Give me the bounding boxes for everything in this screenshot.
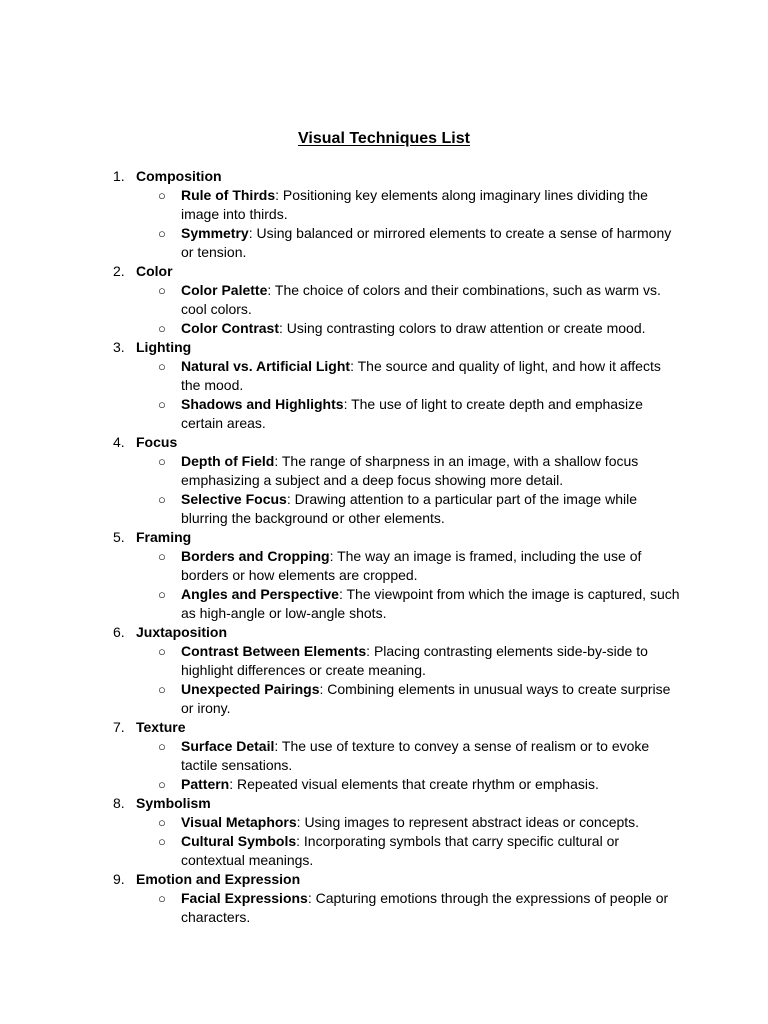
item-term: Depth of Field bbox=[181, 453, 275, 469]
list-item bbox=[0, 319, 681, 338]
section-label: Texture bbox=[136, 719, 186, 735]
section-heading bbox=[0, 433, 768, 452]
list-item bbox=[0, 737, 681, 775]
section-number: 5. bbox=[113, 529, 125, 545]
section-heading bbox=[0, 623, 768, 642]
page-title-text: Visual Techniques List bbox=[298, 130, 470, 147]
hollow-circle-bullet-icon: ○ bbox=[158, 777, 166, 792]
list-section bbox=[0, 623, 768, 718]
section-heading bbox=[0, 338, 768, 357]
section-number: 1. bbox=[113, 168, 125, 184]
section-number: 6. bbox=[113, 624, 125, 640]
hollow-circle-bullet-icon: ○ bbox=[158, 644, 166, 659]
item-term: Color Palette bbox=[181, 282, 268, 298]
section-label: Focus bbox=[136, 434, 178, 450]
section-heading bbox=[0, 718, 768, 737]
list-item bbox=[0, 224, 681, 262]
list-section bbox=[0, 262, 768, 338]
item-description: : The use of texture to convey a sense of realism or to evoke tactile sensations. bbox=[181, 738, 650, 773]
hollow-circle-bullet-icon: ○ bbox=[158, 359, 166, 374]
item-term: Rule of Thirds bbox=[181, 187, 276, 203]
list-item bbox=[0, 680, 681, 718]
item-term: Pattern bbox=[181, 776, 230, 792]
hollow-circle-bullet-icon: ○ bbox=[158, 283, 166, 298]
list-item bbox=[0, 642, 681, 680]
item-description: : Incorporating symbols that carry specific cultural or contextual meanings. bbox=[181, 833, 620, 868]
hollow-circle-bullet-icon: ○ bbox=[158, 321, 166, 336]
hollow-circle-bullet-icon: ○ bbox=[158, 834, 166, 849]
section-label: Juxtaposition bbox=[136, 624, 228, 640]
item-description: : Using balanced or mirrored elements to create a sense of harmony or tension. bbox=[181, 225, 672, 260]
item-description: : The viewpoint from which the image is captured, such as high-angle or low-angle shots. bbox=[181, 586, 680, 621]
section-number: 8. bbox=[113, 795, 125, 811]
hollow-circle-bullet-icon: ○ bbox=[158, 492, 166, 507]
list-item bbox=[0, 813, 681, 832]
hollow-circle-bullet-icon: ○ bbox=[158, 739, 166, 754]
item-term: Unexpected Pairings bbox=[181, 681, 320, 697]
section-heading bbox=[0, 794, 768, 813]
section-heading bbox=[0, 528, 768, 547]
item-description: : Combining elements in unusual ways to create surprise or irony. bbox=[181, 681, 671, 716]
item-term: Surface Detail bbox=[181, 738, 275, 754]
section-heading bbox=[0, 167, 768, 186]
hollow-circle-bullet-icon: ○ bbox=[158, 188, 166, 203]
section-number: 9. bbox=[113, 871, 125, 887]
list-item bbox=[0, 281, 681, 319]
section-label: Lighting bbox=[136, 339, 192, 355]
list-item bbox=[0, 775, 681, 794]
list-item bbox=[0, 490, 681, 528]
list-section bbox=[0, 794, 768, 870]
section-heading bbox=[0, 262, 768, 281]
item-term: Cultural Symbols bbox=[181, 833, 297, 849]
item-description: : The range of sharpness in an image, with a shallow focus emphasizing a subject and a deep focus showing more detail. bbox=[181, 453, 639, 488]
list-item bbox=[0, 395, 681, 433]
section-label: Emotion and Expression bbox=[136, 871, 301, 887]
list-item bbox=[0, 889, 681, 927]
item-description: : Positioning key elements along imaginary lines dividing the image into thirds. bbox=[181, 187, 648, 222]
item-term: Visual Metaphors bbox=[181, 814, 297, 830]
item-term: Borders and Cropping bbox=[181, 548, 330, 564]
section-label: Color bbox=[136, 263, 173, 279]
item-description: : The source and quality of light, and how it affects the mood. bbox=[181, 358, 661, 393]
item-description: : The way an image is framed, including the use of borders or how elements are cropped. bbox=[181, 548, 642, 583]
list-section bbox=[0, 433, 768, 528]
item-description: : Repeated visual elements that create rhythm or emphasis. bbox=[229, 776, 599, 792]
list-section bbox=[0, 870, 768, 927]
section-number: 2. bbox=[113, 263, 125, 279]
hollow-circle-bullet-icon: ○ bbox=[158, 397, 166, 412]
item-term: Facial Expressions bbox=[181, 890, 308, 906]
list-item bbox=[0, 547, 681, 585]
hollow-circle-bullet-icon: ○ bbox=[158, 226, 166, 241]
item-term: Angles and Perspective bbox=[181, 586, 339, 602]
section-number: 3. bbox=[113, 339, 125, 355]
page-title bbox=[0, 129, 768, 149]
list-section bbox=[0, 167, 768, 262]
hollow-circle-bullet-icon: ○ bbox=[158, 891, 166, 906]
item-term: Selective Focus bbox=[181, 491, 287, 507]
hollow-circle-bullet-icon: ○ bbox=[158, 549, 166, 564]
item-term: Shadows and Highlights bbox=[181, 396, 344, 412]
section-heading bbox=[0, 870, 768, 889]
section-number: 4. bbox=[113, 434, 125, 450]
hollow-circle-bullet-icon: ○ bbox=[158, 587, 166, 602]
section-label: Framing bbox=[136, 529, 192, 545]
hollow-circle-bullet-icon: ○ bbox=[158, 682, 166, 697]
list-section bbox=[0, 528, 768, 623]
section-number: 7. bbox=[113, 719, 125, 735]
list-item bbox=[0, 585, 681, 623]
item-description: : The use of light to create depth and emphasize certain areas. bbox=[181, 396, 643, 431]
section-label: Composition bbox=[136, 168, 222, 184]
list-section bbox=[0, 338, 768, 433]
item-term: Symmetry bbox=[181, 225, 249, 241]
list-section bbox=[0, 718, 768, 794]
item-description: : The choice of colors and their combinations, such as warm vs. cool colors. bbox=[181, 282, 661, 317]
section-label: Symbolism bbox=[136, 795, 211, 811]
item-term: Color Contrast bbox=[181, 320, 279, 336]
list-item bbox=[0, 357, 681, 395]
list-item bbox=[0, 832, 681, 870]
item-description: : Placing contrasting elements side-by-side to highlight differences or create meaning. bbox=[181, 643, 648, 678]
item-term: Natural vs. Artificial Light bbox=[181, 358, 351, 374]
item-term: Contrast Between Elements bbox=[181, 643, 367, 659]
item-description: : Drawing attention to a particular part of the image while blurring the background or other elements. bbox=[181, 491, 638, 526]
item-description: : Using images to represent abstract ideas or concepts. bbox=[296, 814, 640, 830]
item-description: : Capturing emotions through the expressions of people or characters. bbox=[181, 890, 669, 925]
item-description: : Using contrasting colors to draw attention or create mood. bbox=[279, 320, 646, 336]
techniques-list bbox=[0, 167, 768, 927]
list-item bbox=[0, 452, 681, 490]
hollow-circle-bullet-icon: ○ bbox=[158, 454, 166, 469]
hollow-circle-bullet-icon: ○ bbox=[158, 815, 166, 830]
list-item bbox=[0, 186, 681, 224]
